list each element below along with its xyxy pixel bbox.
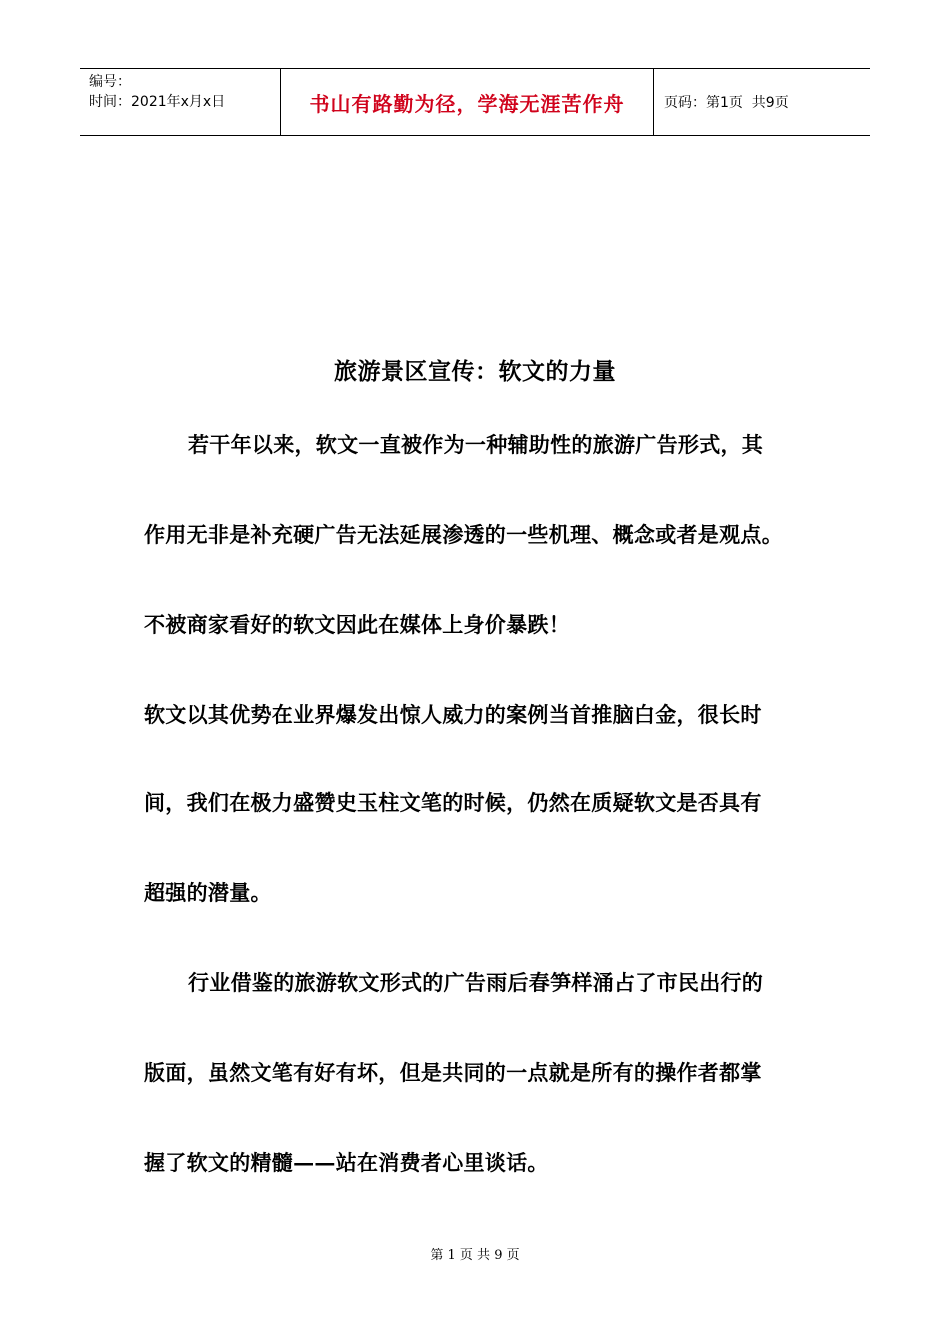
paragraph-line: 作用无非是补充硬广告无法延展渗透的一些机理、概念或者是观点。 bbox=[144, 522, 783, 547]
paragraph-line: 间，我们在极力盛赞史玉柱文笔的时候，仍然在质疑软文是否具有 bbox=[144, 790, 762, 815]
document-date: 时间：2021年x月x日 bbox=[89, 94, 226, 110]
paragraph-line: 若干年以来，软文一直被作为一种辅助性的旅游广告形式，其 bbox=[188, 432, 764, 457]
document-number-label: 编号： bbox=[89, 74, 131, 90]
header-motto: 书山有路勤为径，学海无涯苦作舟 bbox=[309, 91, 625, 116]
header-motto-cell bbox=[281, 69, 654, 135]
paragraph-line: 握了软文的精髓——站在消费者心里谈话。 bbox=[144, 1150, 549, 1175]
header-page-cell bbox=[654, 69, 870, 135]
header-table bbox=[80, 68, 870, 136]
paragraph-line: 不被商家看好的软文因此在媒体上身价暴跌！ bbox=[144, 612, 570, 637]
header-meta-cell bbox=[80, 69, 281, 135]
paragraph-line: 版面，虽然文笔有好有坏，但是共同的一点就是所有的操作者都掌 bbox=[144, 1060, 762, 1085]
paragraph-line: 超强的潜量。 bbox=[144, 880, 272, 905]
header-page-info: 页码：第1页 共9页 bbox=[664, 95, 789, 111]
document-title: 旅游景区宣传：软文的力量 bbox=[334, 358, 616, 385]
paragraph-line: 行业借鉴的旅游软文形式的广告雨后春笋样涌占了市民出行的 bbox=[188, 970, 764, 995]
paragraph-line: 软文以其优势在业界爆发出惊人威力的案例当首推脑白金，很长时 bbox=[144, 702, 762, 727]
page-footer: 第 1 页 共 9 页 bbox=[430, 1248, 520, 1263]
